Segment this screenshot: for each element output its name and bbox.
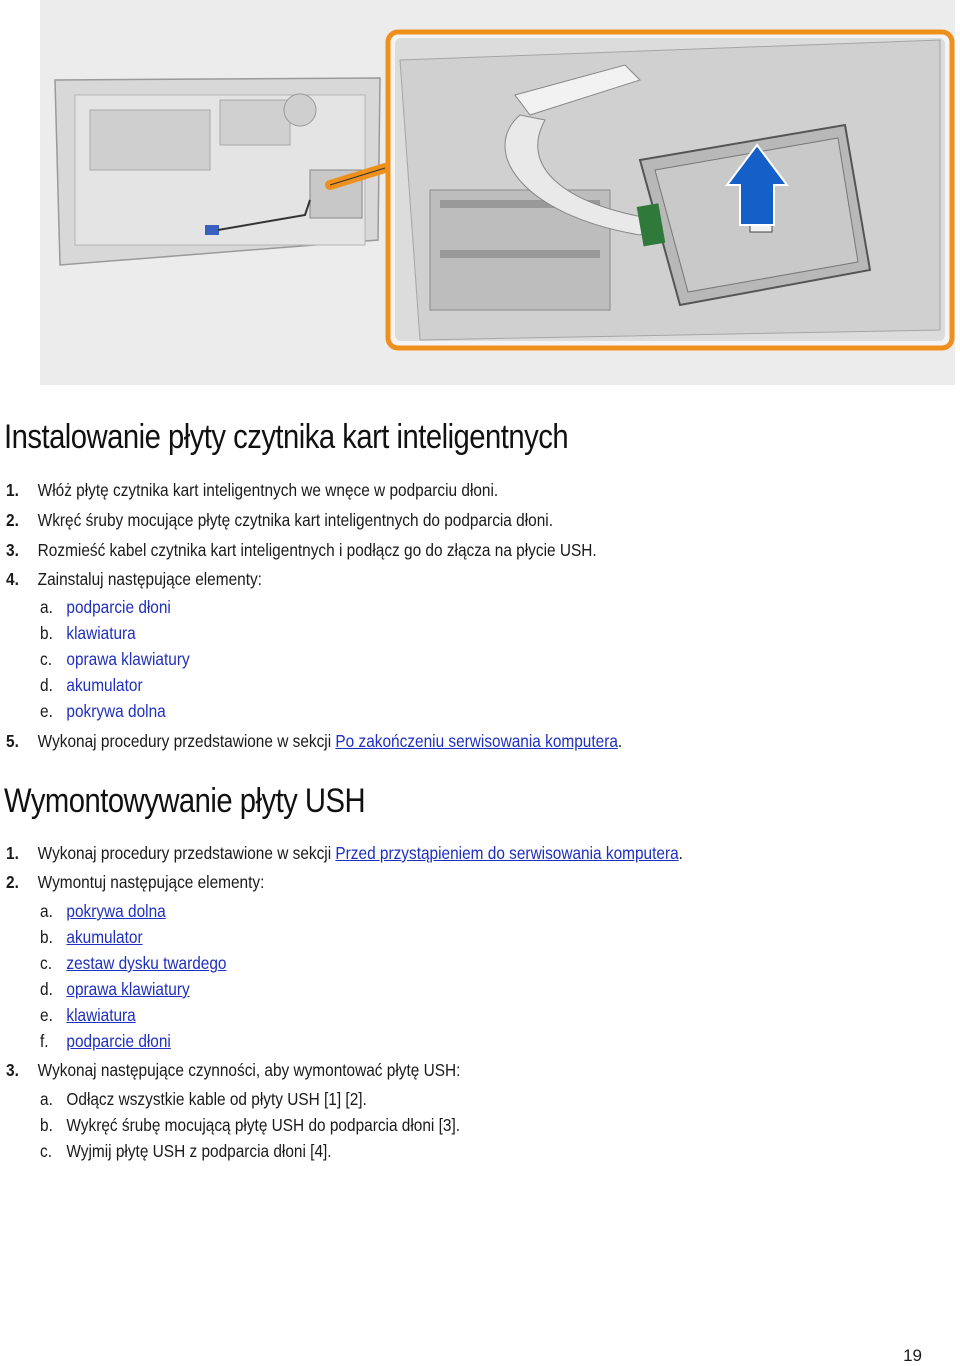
link-podparcie-dloni[interactable]: podparcie dłoni (66, 597, 171, 617)
step-text: Zainstaluj następujące elementy: (37, 569, 262, 589)
link-akumulator[interactable]: akumulator (66, 675, 143, 695)
step-suffix: . (678, 843, 683, 863)
step-suffix: . (617, 731, 623, 751)
page-number: 19 (903, 1346, 922, 1365)
remove-step-1 (6, 843, 683, 864)
remove-step-3 (6, 1060, 460, 1081)
remove-sub-d (40, 979, 190, 1000)
link-oprawa-klawiatury[interactable]: oprawa klawiatury (66, 649, 190, 669)
step-number: 4. (6, 569, 19, 589)
install-step-1 (6, 480, 498, 501)
install-step-3 (6, 540, 597, 561)
remove-substep-a (40, 1089, 367, 1110)
remove-sub-a (40, 901, 166, 922)
sub-letter: f. (40, 1031, 49, 1051)
step-number: 2. (6, 510, 19, 530)
link-after-service[interactable]: Po zakończeniu serwisowania komputera (335, 731, 618, 751)
link-zestaw-dysku-twardego[interactable]: zestaw dysku twardego (66, 953, 227, 973)
link-oprawa-klawiatury[interactable]: oprawa klawiatury (66, 979, 190, 999)
step-text: Rozmieść kabel czytnika kart inteligentnych i podłącz go do złącza na płycie USH. (37, 540, 597, 560)
step-number: 1. (6, 480, 19, 500)
sub-letter: b. (40, 1115, 53, 1135)
remove-substep-b (40, 1115, 460, 1136)
install-sub-a (40, 597, 171, 618)
install-step-5 (6, 731, 622, 752)
substep-text: Wykręć śrubę mocującą płytę USH do podparcia dłoni [3]. (66, 1115, 461, 1135)
step-text: Wkręć śruby mocujące płytę czytnika kart inteligentnych do podparcia dłoni. (37, 510, 553, 530)
step-number: 3. (6, 1060, 19, 1080)
remove-sub-b (40, 927, 143, 948)
step-number: 5. (6, 731, 19, 751)
section-title-install: Instalowanie płyty czytnika kart inteligentnych (4, 418, 569, 456)
sub-letter: b. (40, 623, 53, 643)
remove-sub-e (40, 1005, 136, 1026)
sub-letter: a. (40, 901, 53, 921)
sub-letter: d. (40, 675, 53, 695)
link-pokrywa-dolna[interactable]: pokrywa dolna (66, 901, 166, 921)
sub-letter: b. (40, 927, 53, 947)
sub-letter: e. (40, 701, 53, 721)
step-number: 3. (6, 540, 19, 560)
step-text: Wykonaj procedury przedstawione w sekcji (37, 731, 336, 751)
remove-sub-f (40, 1031, 171, 1052)
install-step-4 (6, 569, 262, 590)
link-podparcie-dloni[interactable]: podparcie dłoni (66, 1031, 171, 1051)
step-text: Wykonaj procedury przedstawione w sekcji (37, 843, 336, 863)
substep-text: Odłącz wszystkie kable od płyty USH [1] [2]. (66, 1089, 367, 1109)
link-akumulator[interactable]: akumulator (66, 927, 143, 947)
link-pokrywa-dolna[interactable]: pokrywa dolna (66, 701, 166, 721)
remove-substep-c (40, 1141, 332, 1162)
link-klawiatura[interactable]: klawiatura (66, 1005, 136, 1025)
step-text: Wykonaj następujące czynności, aby wymontować płytę USH: (37, 1060, 461, 1080)
step-number: 1. (6, 843, 19, 863)
illustration-smart-card-reader-installation (0, 0, 960, 390)
link-klawiatura[interactable]: klawiatura (66, 623, 136, 643)
sub-letter: d. (40, 979, 53, 999)
sub-letter: a. (40, 597, 53, 617)
step-text: Wymontuj następujące elementy: (37, 872, 265, 892)
sub-letter: a. (40, 1089, 53, 1109)
remove-sub-c (40, 953, 226, 974)
section-title-remove-ush: Wymontowywanie płyty USH (4, 782, 366, 820)
install-sub-c (40, 649, 190, 670)
palmrest-overview (55, 78, 385, 265)
sub-letter: c. (40, 953, 52, 973)
install-step-2 (6, 510, 553, 531)
install-sub-e (40, 701, 166, 722)
remove-step-2 (6, 872, 264, 893)
link-before-service[interactable]: Przed przystąpieniem do serwisowania komputera (335, 843, 679, 863)
substep-text: Wyjmij płytę USH z podparcia dłoni [4]. (66, 1141, 332, 1161)
step-text: Włóż płytę czytnika kart inteligentnych we wnęce w podparciu dłoni. (37, 480, 499, 500)
sub-letter: c. (40, 1141, 52, 1161)
sub-letter: e. (40, 1005, 53, 1025)
install-sub-b (40, 623, 136, 644)
step-number: 2. (6, 872, 19, 892)
install-sub-d (40, 675, 143, 696)
sub-letter: c. (40, 649, 52, 669)
detail-callout (388, 32, 952, 348)
